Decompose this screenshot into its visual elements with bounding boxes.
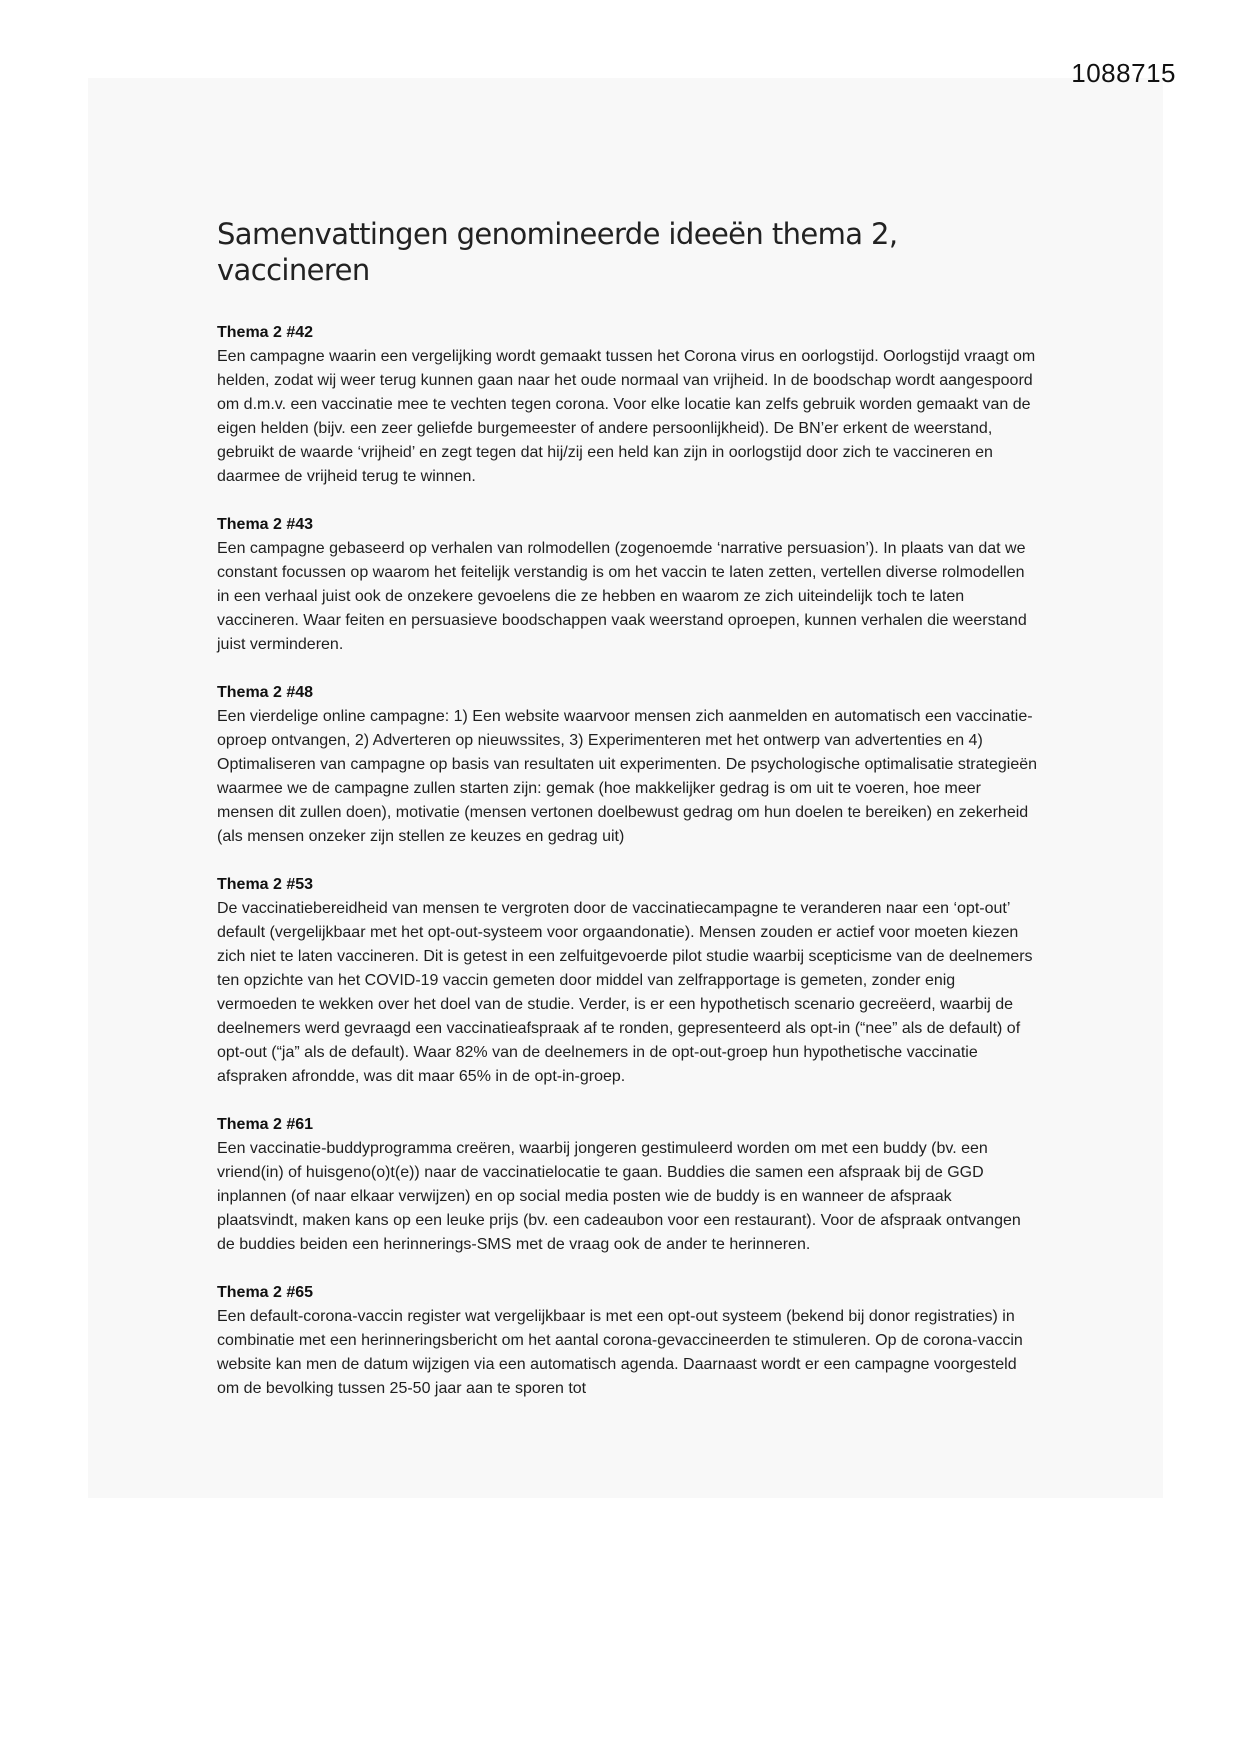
section-body: Een vierdelige online campagne: 1) Een website waarvoor mensen zich aanmelden en automatisch een vaccinatie-oproep ontvangen, 2) Adverteren op nieuwssites, 3) Experimenteren met het ontwerp van advertenties en 4) Optimaliseren van campagne op basis van resultaten uit experimenten. De psychologische optimalisatie strategieën waarmee we de campagne zullen starten zijn: gemak (hoe makkelijker gedrag is om uit te voeren, hoe meer mensen dit zullen doen), motivatie (mensen vertonen doelbewust gedrag om hun doelen te bereiken) en zekerheid (als mensen onzeker zijn stellen ze keuzes en gedrag uit): [217, 708, 1038, 845]
section-thema-2-53: [217, 873, 1037, 1089]
section-body: Een campagne gebaseerd op verhalen van rolmodellen (zogenoemde ‘narrative persuasion’). In plaats van dat we constant focussen op waarom het feitelijk verstandig is om het vaccin te laten zetten, vertellen diverse rolmodellen in een verhaal juist ook de onzekere gevoelens die ze hebben en waarom ze zich uiteindelijk toch te laten vaccineren. Waar feiten en persuasieve boodschappen vaak weerstand oproepen, kunnen verhalen die weerstand juist verminderen.: [217, 540, 1027, 653]
section-body: Een campagne waarin een vergelijking wordt gemaakt tussen het Corona virus en oorlogstijd. Oorlogstijd vraagt om helden, zodat wij weer terug kunnen gaan naar het oude normaal van vrijheid. In de boodschap wordt aangespoord om d.m.v. een vaccinatie mee te vechten tegen corona. Voor elke locatie kan zelfs gebruik worden gemaakt van de eigen helden (bijv. een zeer geliefde burgemeester of andere persoonlijkheid). De BN’er erkent de weerstand, gebruikt de waarde ‘vrijheid’ en zegt tegen dat hij/zij een held kan zijn in oorlogstijd door zich te vaccineren en daarmee de vrijheid terug te winnen.: [217, 348, 1036, 485]
section-thema-2-65: [217, 1281, 1037, 1401]
section-heading: Thema 2 #43: [217, 516, 314, 533]
section-heading: Thema 2 #48: [217, 684, 314, 701]
section-thema-2-42: [217, 321, 1037, 489]
section-body: Een vaccinatie-buddyprogramma creëren, waarbij jongeren gestimuleerd worden om met een buddy (bv. een vriend(in) of huisgeno(o)t(e)) naar de vaccinatielocatie te gaan. Buddies die samen een afspraak bij de GGD inplannen (of naar elkaar verwijzen) en op social media posten wie de buddy is en wanneer de afspraak plaatsvindt, maken kans op een leuke prijs (bv. een cadeaubon voor een restaurant). Voor de afspraak ontvangen de buddies beiden een herinnerings-SMS met de vraag ook de ander te herinneren.: [217, 1140, 1021, 1253]
section-heading: Thema 2 #61: [217, 1116, 314, 1133]
section-heading: Thema 2 #53: [217, 876, 314, 893]
section-heading: Thema 2 #65: [217, 1284, 314, 1301]
document-id: 1088715: [1071, 58, 1176, 88]
section-heading: Thema 2 #42: [217, 324, 314, 341]
section-thema-2-61: [217, 1113, 1037, 1257]
document-content: [217, 216, 1037, 1425]
section-body: De vaccinatiebereidheid van mensen te vergroten door de vaccinatiecampagne te veranderen naar een ‘opt-out’ default (vergelijkbaar met het opt-out-systeem voor orgaandonatie). Mensen zouden er actief voor moeten kiezen zich niet te laten vaccineren. Dit is getest in een zelfuitgevoerde pilot studie waarbij scepticisme van de deelnemers ten opzichte van het COVID-19 vaccin gemeten door middel van zelfrapportage is gemeten, zonder enig vermoeden te wekken over het doel van de studie. Verder, is er een hypothetisch scenario gecreëerd, waarbij de deelnemers werd gevraagd een vaccinatieafspraak af te ronden, gepresenteerd als opt-in (“nee” als de default) of opt-out (“ja” als de default). Waar 82% van de deelnemers in de opt-out-groep hun hypothetische vaccinatie afspraken afrondde, was dit maar 65% in de opt-in-groep.: [217, 900, 1033, 1085]
section-thema-2-48: [217, 681, 1037, 849]
section-thema-2-43: [217, 513, 1037, 657]
section-body: Een default-corona-vaccin register wat vergelijkbaar is met een opt-out systeem (bekend bij donor registraties) in combinatie met een herinneringsbericht om het aantal corona-gevaccineerden te stimuleren. Op de corona-vaccin website kan men de datum wijzigen via een automatisch agenda. Daarnaast wordt er een campagne voorgesteld om de bevolking tussen 25-50 jaar aan te sporen tot: [217, 1308, 1023, 1397]
page-title: Samenvattingen genomineerde ideeën thema 2, vaccineren: [217, 217, 898, 287]
